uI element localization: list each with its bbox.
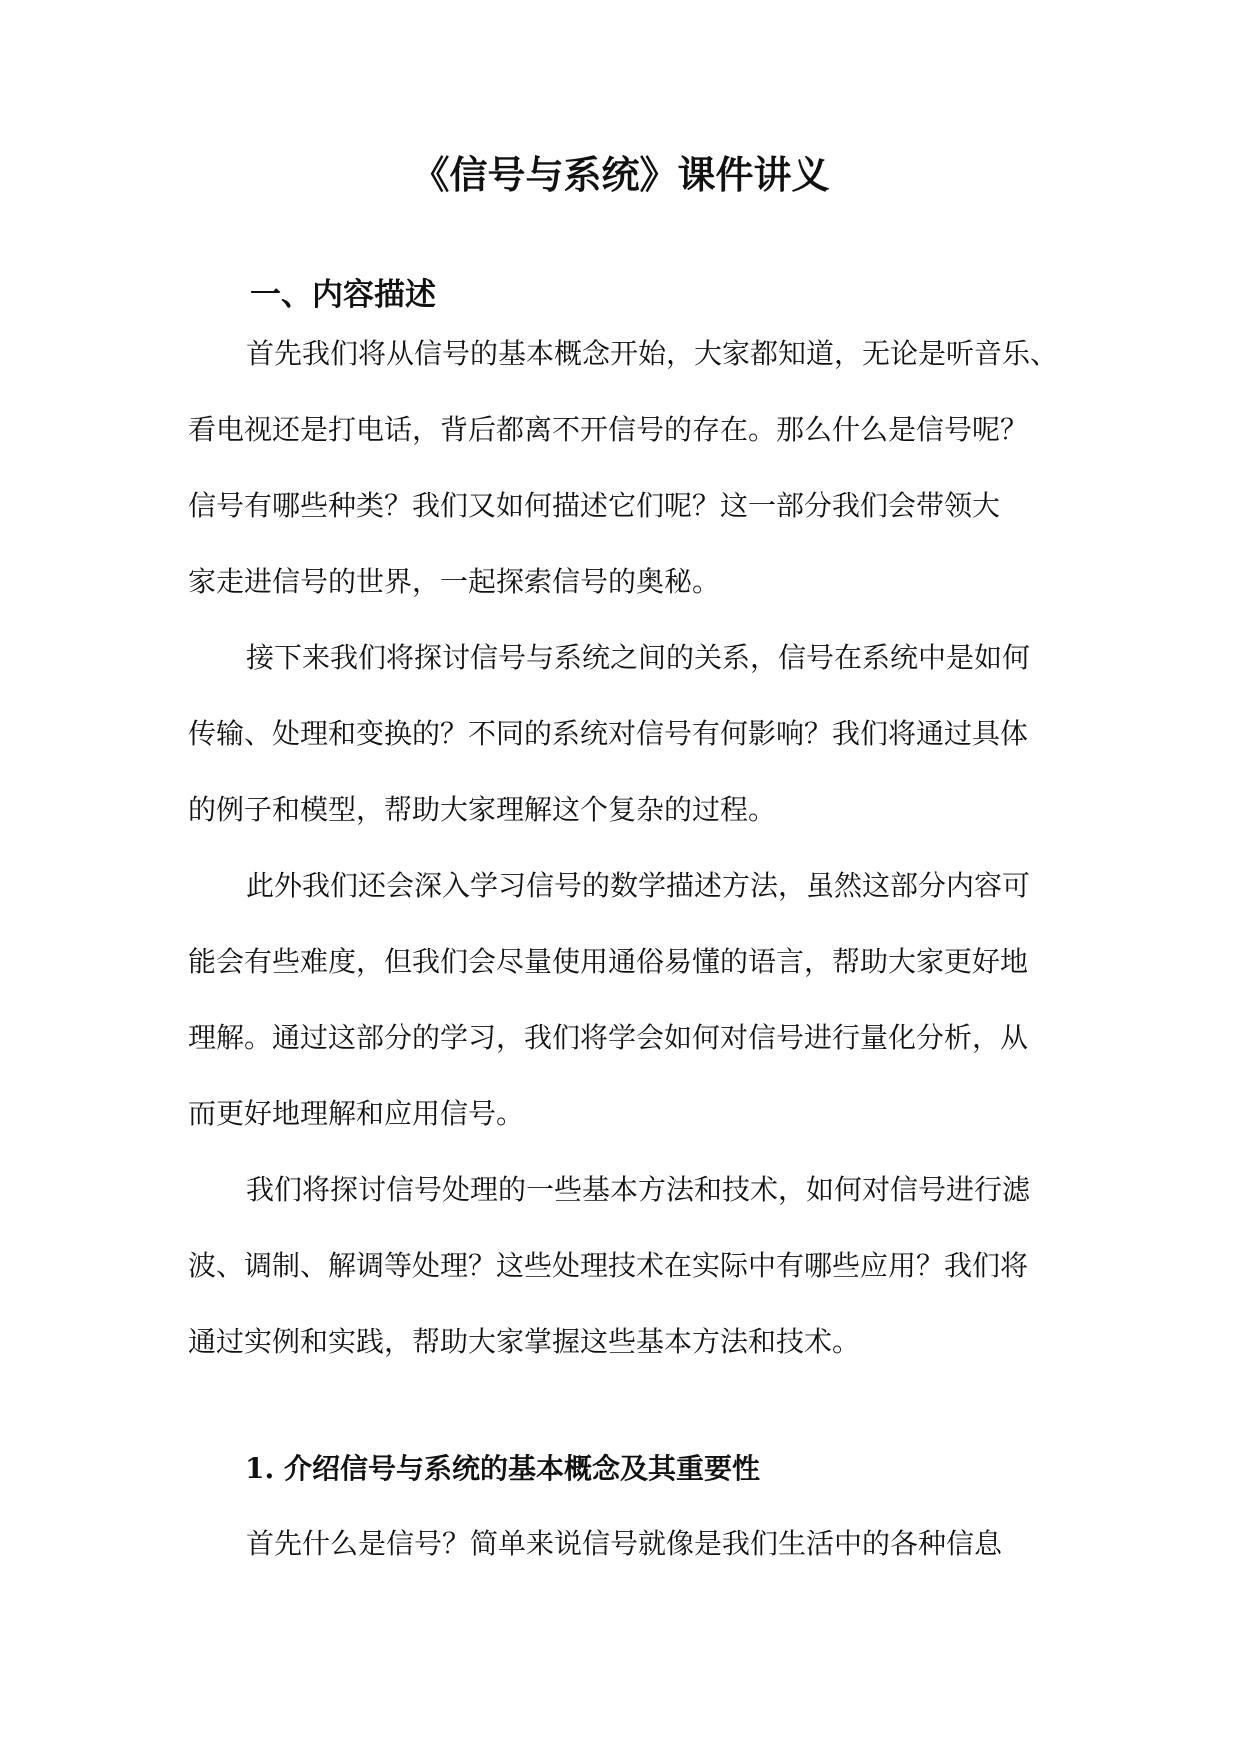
paragraph-line: 而更好地理解和应用信号。 (188, 1097, 525, 1130)
subsection-heading-basic-concepts: 1. 介绍信号与系统的基本概念及其重要性 (245, 1452, 760, 1485)
paragraph-line: 信号有哪些种类？我们又如何描述它们呢？这一部分我们会带领大 (188, 489, 1001, 522)
paragraph-line: 能会有些难度，但我们会尽量使用通俗易懂的语言，帮助大家更好地 (188, 945, 1029, 978)
paragraph-line: 此外我们还会深入学习信号的数学描述方法，虽然这部分内容可 (246, 869, 1031, 902)
paragraph-line: 接下来我们将探讨信号与系统之间的关系，信号在系统中是如何 (246, 641, 1031, 674)
paragraph-line: 传输、处理和变换的？不同的系统对信号有何影响？我们将通过具体 (188, 717, 1029, 750)
paragraph-line: 通过实例和实践，帮助大家掌握这些基本方法和技术。 (188, 1325, 861, 1358)
paragraph-signal-processing (188, 1152, 1058, 1380)
paragraph-line: 波、调制、解调等处理？这些处理技术在实际中有哪些应用？我们将 (188, 1249, 1029, 1282)
paragraph-line: 的例子和模型，帮助大家理解这个复杂的过程。 (188, 793, 777, 826)
paragraph-line: 家走进信号的世界，一起探索信号的奥秘。 (188, 565, 721, 598)
section-heading-content-description: 一、内容描述 (250, 277, 436, 313)
paragraph-math-description (188, 848, 1058, 1152)
paragraph-line: 看电视还是打电话，背后都离不开信号的存在。那么什么是信号呢？ (188, 413, 1029, 446)
paragraph-line: 我们将探讨信号处理的一些基本方法和技术，如何对信号进行滤 (246, 1173, 1031, 1206)
paragraph-what-is-signal (188, 1506, 1058, 1582)
document-title: 《信号与系统》课件讲义 (411, 152, 830, 197)
paragraph-line: 首先什么是信号？简单来说信号就像是我们生活中的各种信息 (246, 1527, 1003, 1560)
paragraph-line: 理解。通过这部分的学习，我们将学会如何对信号进行量化分析，从 (188, 1021, 1029, 1054)
paragraph-signal-system-relation (188, 620, 1058, 848)
paragraph-line: 首先我们将从信号的基本概念开始，大家都知道，无论是听音乐、 (246, 337, 1059, 370)
paragraph-signal-basics (188, 316, 1058, 620)
